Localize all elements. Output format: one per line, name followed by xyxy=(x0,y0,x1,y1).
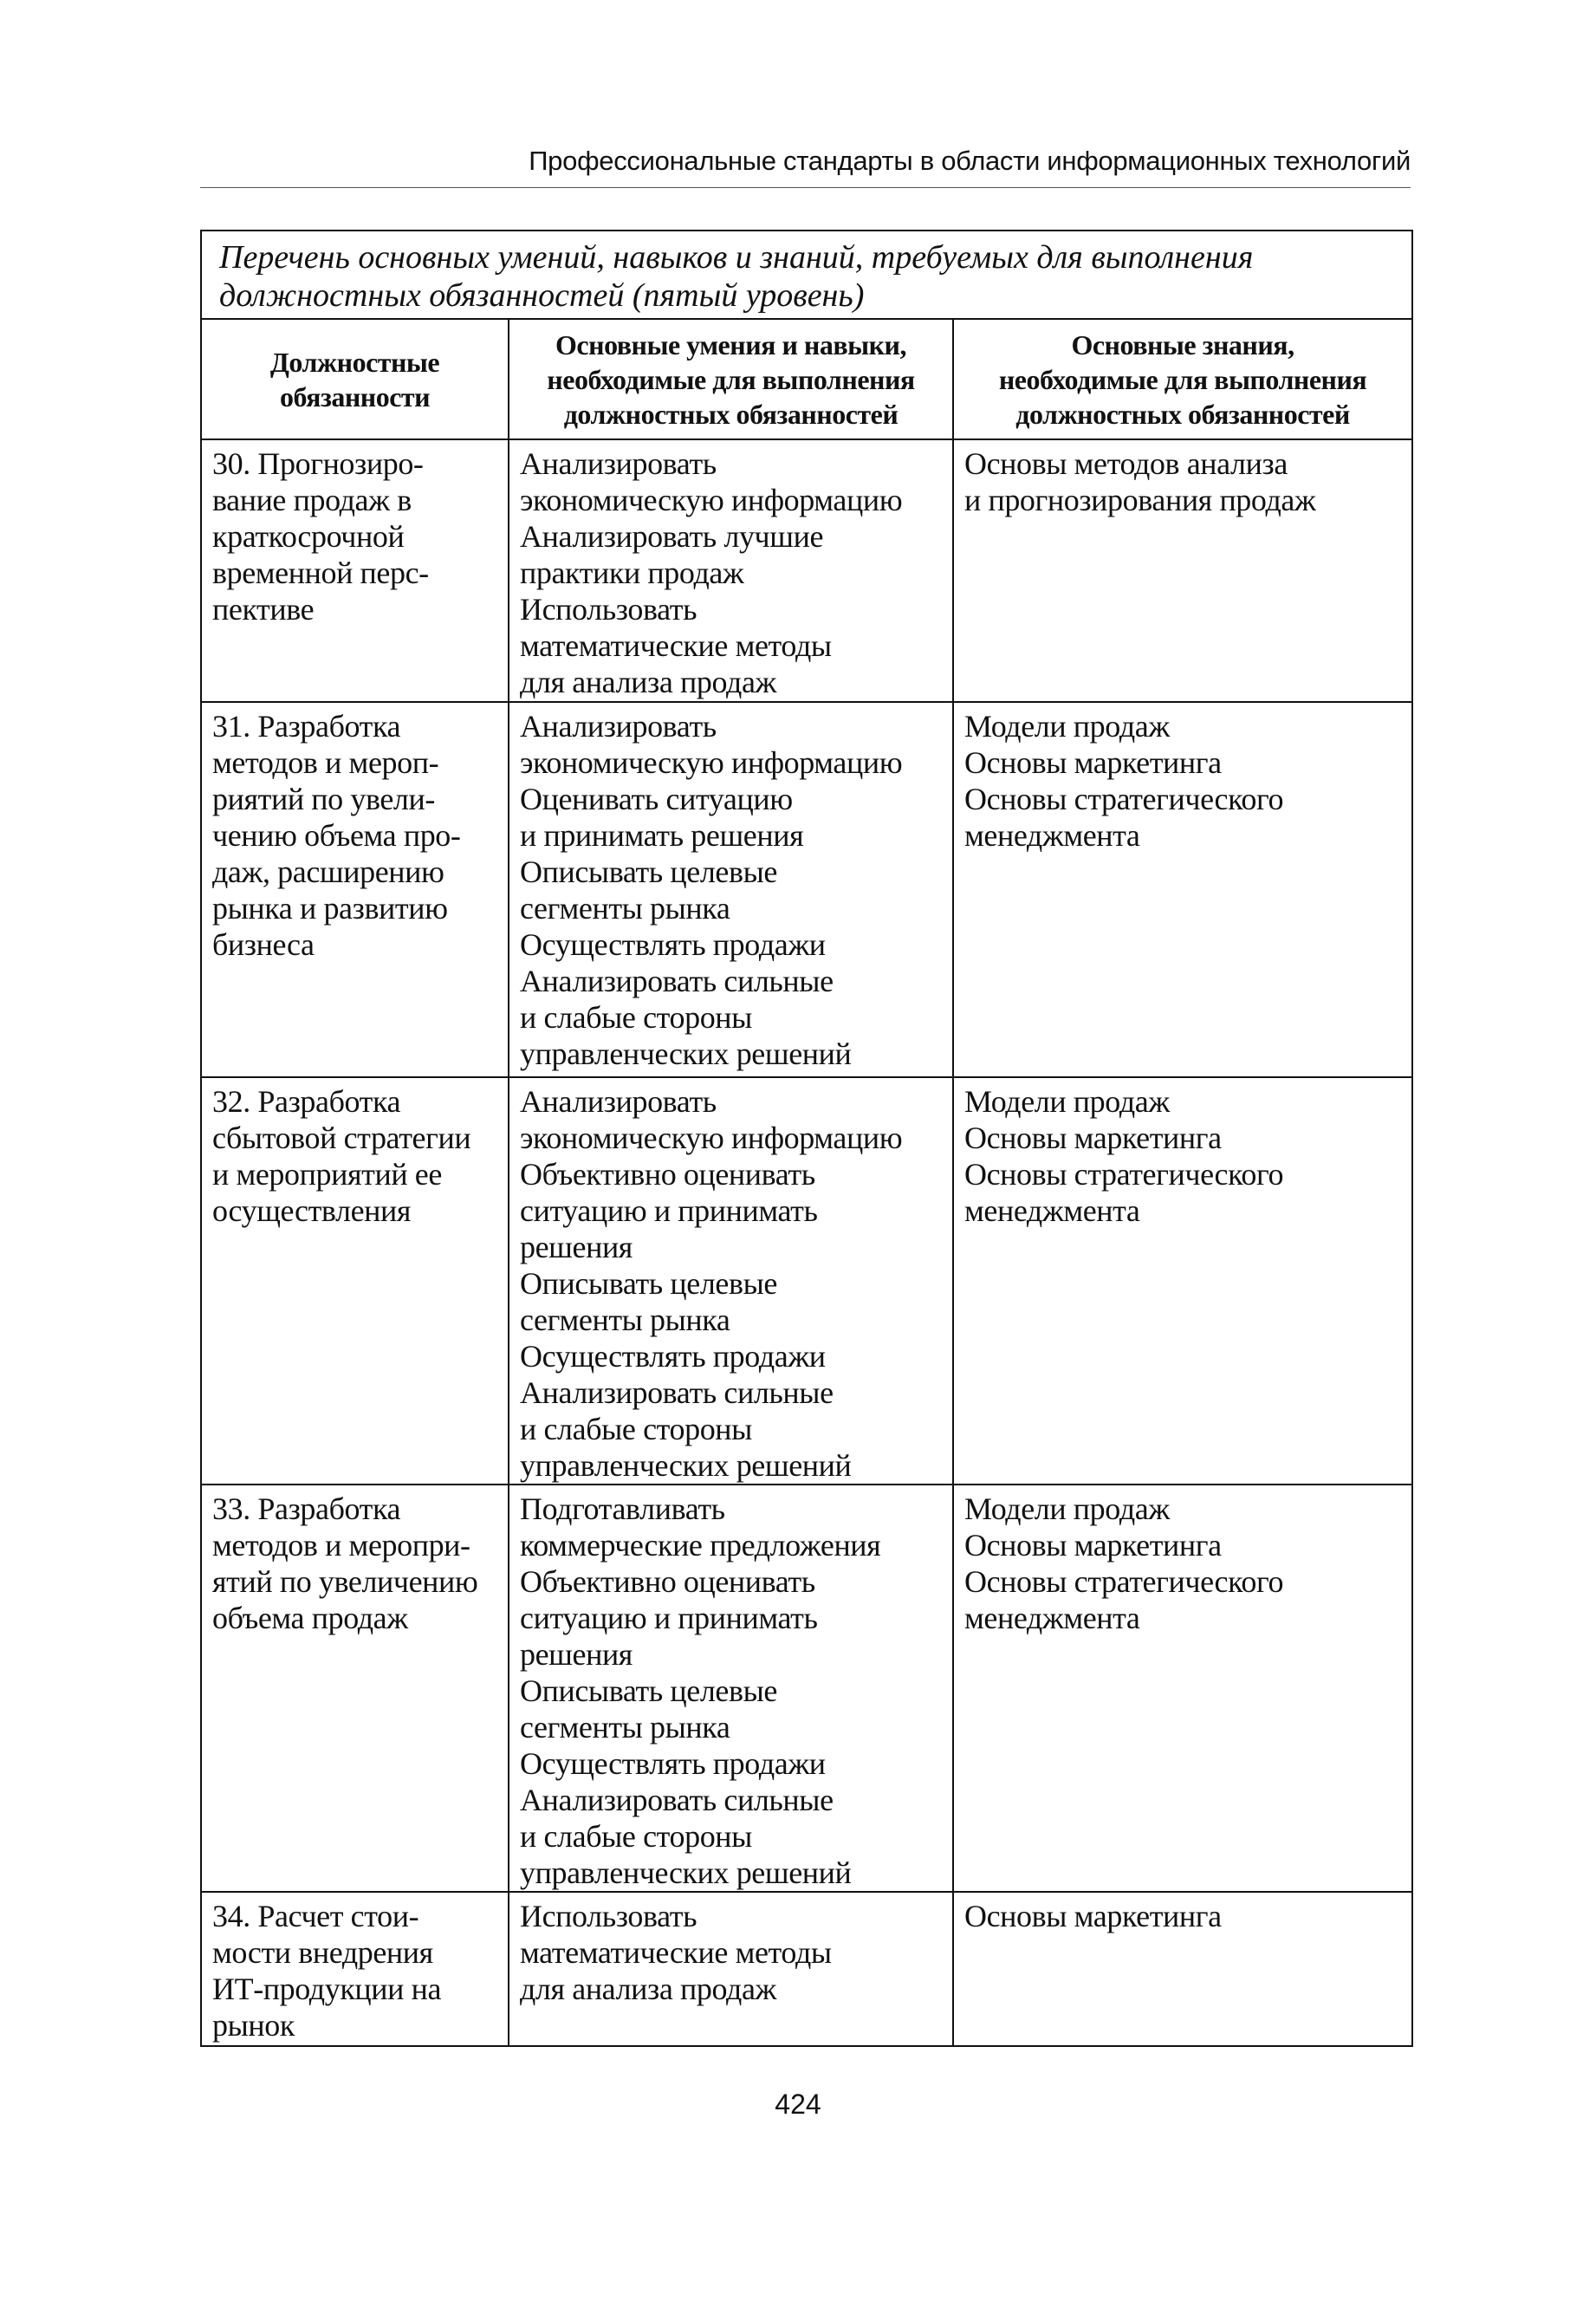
knowledge-cell: Основы методов анализа и прогнозирования продаж xyxy=(953,439,1412,702)
running-head: Профессиональные стандарты в области информационных технологий xyxy=(529,146,1411,176)
duty-cell: 33. Разработка методов и меропри- ятий по увеличению объема продаж xyxy=(201,1485,509,1892)
header-duties: Должностные обязанности xyxy=(201,319,509,439)
skills-cell: Анализировать экономическую информацию Анализировать лучшие практики продаж Использовать математические методы для анализа продаж xyxy=(509,439,953,702)
knowledge-cell: Модели продаж Основы маркетинга Основы стратегического менеджмента xyxy=(953,1077,1412,1485)
page-number: 424 xyxy=(775,2089,821,2120)
header-knowledge: Основные знания, необходимые для выполнения должностных обязанностей xyxy=(953,319,1412,439)
caption-row xyxy=(201,231,1412,319)
skills-cell: Подготавливать коммерческие предложения Объективно оценивать ситуацию и принимать решения Описывать целевые сегменты рынка Осуществлять продажи Анализировать сильные и слабые стороны управленческих решений xyxy=(509,1485,953,1892)
duty-cell: 30. Прогнозиро- вание продаж в краткосрочной временной перс- пективе xyxy=(201,439,509,702)
table-caption: Перечень основных умений, навыков и знаний, требуемых для выполнения должностных обязанностей (пятый уровень) xyxy=(201,231,1412,319)
table-row xyxy=(201,702,1412,1077)
duty-cell: 32. Разработка сбытовой стратегии и мероприятий ее осуществления xyxy=(201,1077,509,1485)
skills-cell: Анализировать экономическую информацию Оценивать ситуацию и принимать решения Описывать целевые сегменты рынка Осуществлять продажи Анализировать сильные и слабые стороны управленческих решений xyxy=(509,702,953,1077)
skills-cell: Использовать математические методы для анализа продаж xyxy=(509,1892,953,2046)
header-rule xyxy=(200,187,1411,188)
table-row xyxy=(201,1077,1412,1485)
knowledge-cell: Основы маркетинга xyxy=(953,1892,1412,2046)
table-row xyxy=(201,1485,1412,1892)
knowledge-cell: Модели продаж Основы маркетинга Основы стратегического менеджмента xyxy=(953,1485,1412,1892)
header-skills: Основные умения и навыки, необходимые для выполнения должностных обязанностей xyxy=(509,319,953,439)
knowledge-cell: Модели продаж Основы маркетинга Основы стратегического менеджмента xyxy=(953,702,1412,1077)
duty-cell: 31. Разработка методов и мероп- риятий по увели- чению объема про- даж, расширению рынка и развитию бизнеса xyxy=(201,702,509,1077)
skills-table xyxy=(200,230,1413,2047)
skills-cell: Анализировать экономическую информацию Объективно оценивать ситуацию и принимать решения Описывать целевые сегменты рынка Осуществлять продажи Анализировать сильные и слабые стороны управленческих решений xyxy=(509,1077,953,1485)
table-row xyxy=(201,1892,1412,2046)
header-row xyxy=(201,319,1412,439)
duty-cell: 34. Расчет стои- мости внедрения ИТ-продукции на рынок xyxy=(201,1892,509,2046)
table-row xyxy=(201,439,1412,702)
